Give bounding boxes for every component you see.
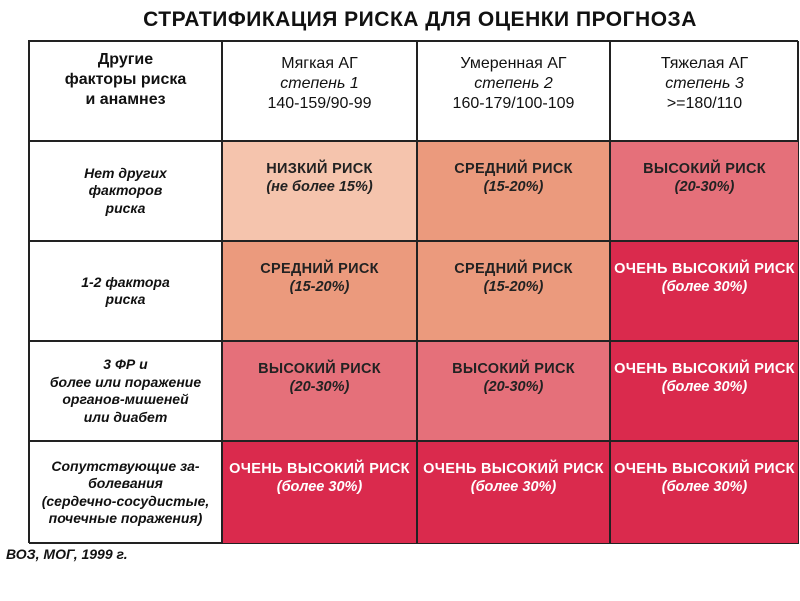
header-range: >=180/110: [666, 95, 743, 112]
risk-percent: (20-30%): [674, 179, 735, 196]
header-name: Умеренная АГ: [460, 55, 567, 72]
risk-cell: [222, 141, 417, 241]
row-label-line: факторов: [88, 182, 163, 199]
risk-cell: [417, 241, 610, 341]
source-citation: ВОЗ, МОГ, 1999 г.: [6, 546, 128, 562]
row-label-no-factors: [29, 141, 222, 241]
header-grade-3: [610, 41, 799, 141]
row-label-line: риска: [105, 199, 146, 216]
row-label-line: или диабет: [83, 408, 168, 425]
row-label-3-factors: [29, 341, 222, 441]
risk-level: СРЕДНИЙ РИСК: [454, 161, 573, 177]
row-label-1-2-factors: [29, 241, 222, 341]
risk-percent: (20-30%): [289, 379, 350, 396]
risk-level: ОЧЕНЬ ВЫСОКИЙ РИСК: [614, 461, 795, 477]
row-label-line: Сопутствующие за-: [51, 457, 200, 474]
risk-cell: [222, 341, 417, 441]
risk-cell: [610, 441, 799, 544]
risk-level: НИЗКИЙ РИСК: [266, 161, 373, 177]
row-label-line: органов-мишеней: [62, 391, 189, 407]
risk-level: СРЕДНИЙ РИСК: [260, 261, 379, 277]
risk-percent: (более 30%): [661, 479, 748, 496]
risk-percent: (20-30%): [483, 379, 544, 396]
row-label-comorbidities: [29, 441, 222, 544]
risk-cell: [417, 341, 610, 441]
risk-percent: (более 30%): [661, 279, 748, 296]
header-grade: степень 3: [665, 75, 744, 92]
row-label-line: 1-2 фактора: [81, 273, 170, 290]
risk-cell: [222, 441, 417, 544]
header-grade: степень 2: [474, 75, 553, 92]
risk-percent: (более 30%): [276, 479, 363, 496]
risk-percent: (более 30%): [470, 479, 557, 496]
header-corner: [29, 41, 222, 141]
corner-line: факторы риска: [64, 71, 187, 88]
risk-level: ВЫСОКИЙ РИСК: [258, 361, 381, 377]
risk-percent: (15-20%): [483, 279, 544, 296]
risk-cell: [610, 341, 799, 441]
row-label-line: болевания: [88, 475, 163, 491]
risk-level: ОЧЕНЬ ВЫСОКИЙ РИСК: [423, 461, 604, 477]
header-grade-1: [222, 41, 417, 141]
risk-level: СРЕДНИЙ РИСК: [454, 261, 573, 277]
row-label-line: почечные поражения): [48, 510, 203, 526]
risk-cell: [417, 141, 610, 241]
row-label-line: Нет других: [84, 164, 167, 181]
risk-cell: [417, 441, 610, 544]
header-grade-2: [417, 41, 610, 141]
row-label-line: (сердечно-сосудистые,: [41, 492, 210, 509]
header-grade: степень 1: [280, 75, 359, 92]
row-label-line: более или поражение: [49, 373, 202, 390]
page-title: СТРАТИФИКАЦИЯ РИСКА ДЛЯ ОЦЕНКИ ПРОГНОЗА: [143, 8, 697, 31]
risk-cell: [610, 141, 799, 241]
risk-level: ОЧЕНЬ ВЫСОКИЙ РИСК: [614, 261, 795, 277]
risk-percent: (15-20%): [483, 179, 544, 196]
risk-cell: [610, 241, 799, 341]
corner-line: и анамнез: [85, 91, 166, 108]
header-range: 160-179/100-109: [452, 95, 575, 112]
risk-table: [28, 40, 798, 543]
risk-level: ВЫСОКИЙ РИСК: [643, 161, 766, 177]
risk-percent: (более 30%): [661, 379, 748, 396]
risk-level: ВЫСОКИЙ РИСК: [452, 361, 575, 377]
risk-cell: [222, 241, 417, 341]
risk-level: ОЧЕНЬ ВЫСОКИЙ РИСК: [229, 461, 410, 477]
risk-percent: (15-20%): [289, 279, 350, 296]
header-name: Мягкая АГ: [281, 55, 358, 72]
header-range: 140-159/90-99: [267, 95, 372, 112]
risk-percent: (не более 15%): [266, 179, 373, 196]
row-label-line: 3 ФР и: [103, 356, 148, 372]
risk-level: ОЧЕНЬ ВЫСОКИЙ РИСК: [614, 361, 795, 377]
corner-line: Другие: [97, 51, 154, 68]
header-name: Тяжелая АГ: [660, 55, 749, 72]
row-label-line: риска: [105, 291, 146, 307]
